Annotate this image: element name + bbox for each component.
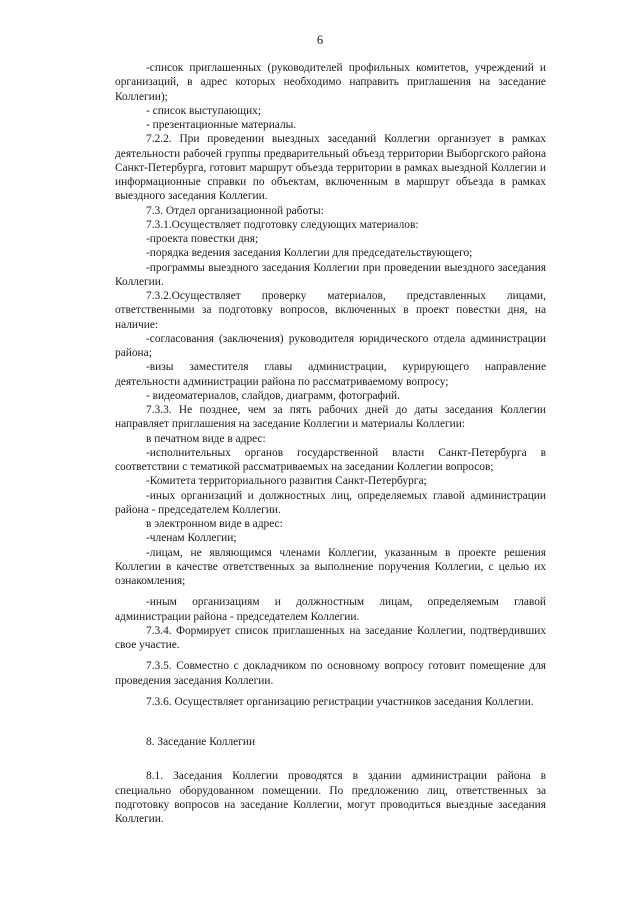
paragraph-print-recipients: в печатном виде в адрес: [146,432,266,445]
paragraph-deputy-visa: -визы заместителя главы администрации, курирующего направление деятельности администрации района по рассматриваемому вопросу; [115,361,546,388]
paragraph-speakers-list: - список выступающих; [146,104,262,117]
paragraph-7-3: 7.3. Отдел организационной работы: [146,204,324,217]
page-number: 6 [316,33,324,47]
paragraph-legal-approval: -согласования (заключения) руководителя юридического отдела администрации района; [115,332,546,359]
paragraph-7-3-2: 7.3.2.Осуществляет проверку материалов, представленных лицами, ответственными за подготовку вопросов, включенных в проект повестки дня, на наличие: [115,290,546,331]
paragraph-7-3-4: 7.3.4. Формирует список приглашенных на заседание Коллегии, подтвердивших свое участие. [115,624,546,651]
paragraph-board-members: -членам Коллегии; [146,532,237,545]
paragraph-meeting-procedure: -порядка ведения заседания Коллегии для председательствующего; [146,247,473,260]
paragraph-offsite-program: -программы выездного заседания Коллегии при проведении выездного заседания Коллегии. [115,261,546,288]
paragraph-7-3-1: 7.3.1.Осуществляет подготовку следующих материалов: [146,218,419,231]
document-body [115,61,546,826]
paragraph-8-1: 8.1. Заседания Коллегии проводятся в здании администрации района в специально оборудованном помещении. По предложению лиц, ответственных за подготовку вопросов на заседание Коллегии, могут проводиться выездные заседания Коллегии. [115,770,546,825]
paragraph-media-materials: - видеоматериалов, слайдов, диаграмм, фотографий. [146,389,400,402]
paragraph-7-3-5: 7.3.5. Совместно с докладчиком по основному вопросу готовит помещение для проведения заседания Коллегии. [115,660,546,687]
paragraph-other-officials: -иным организациям и должностным лицам, определяемым главой администрации района - председателем Коллегии. [115,596,546,623]
section-heading: 8. Заседание Коллегии [146,736,256,748]
paragraph-other-organizations: -иных организаций и должностных лиц, определяемых главой администрации района - председателем Коллегии. [115,489,546,516]
paragraph-7-3-3: 7.3.3. Не позднее, чем за пять рабочих дней до даты заседания Коллегии направляет приглашения на заседание Коллегии и материалы Коллегии: [115,404,546,431]
paragraph-executive-bodies: -исполнительных органов государственной власти Санкт-Петербурга в соответствии с тематикой рассматриваемых на заседании Коллегии вопросов; [115,446,546,473]
paragraph-non-members: -лицам, не являющимся членами Коллегии, указанным в проекте решения Коллегии в качестве ответственных за выполнение поручения Коллегии, с целью их ознакомления; [115,546,546,587]
paragraph-territorial-committee: -Комитета территориального развития Санкт-Петербурга; [146,475,427,488]
paragraph-7-2-2: 7.2.2. При проведении выездных заседаний Коллегии организует в рамках деятельности рабочей группы предварительный объезд территории Выборгского района Санкт-Петербурга, готовит маршрут объезда территории в рамках выездной Коллегии и информационные справки по объектам, включенным в маршрут объезда в рамках выездного заседания Коллегии. [115,133,546,203]
paragraph-invitees-list: -список приглашенных (руководителей профильных комитетов, учреждений и организаций, в адрес которых необходимо направить приглашения на заседание Коллегии); [115,62,546,103]
paragraph-electronic-recipients: в электронном виде в адрес: [146,518,283,530]
paragraph-7-3-6: 7.3.6. Осуществляет организацию регистрации участников заседания Коллегии. [146,695,534,708]
paragraph-presentation-materials: - презентационные материалы. [146,119,297,131]
paragraph-agenda-draft: -проекта повестки дня; [146,233,259,245]
